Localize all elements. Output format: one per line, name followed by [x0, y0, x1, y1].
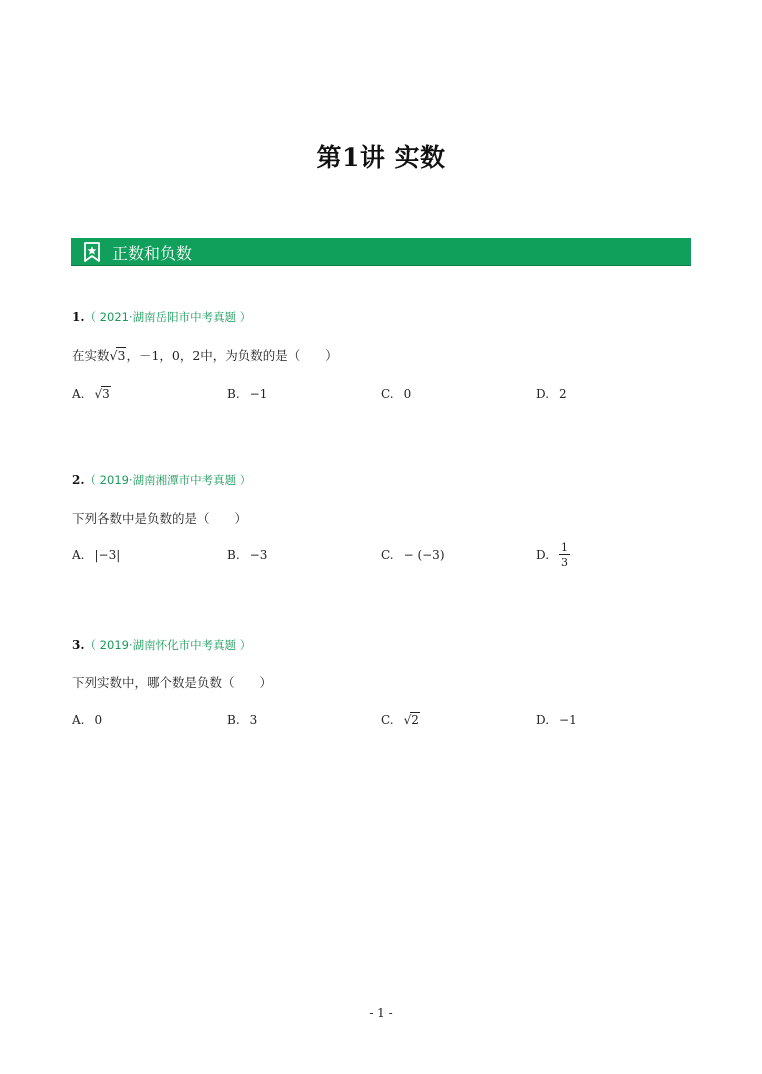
- option-d[interactable]: D. 2: [536, 387, 567, 401]
- question-2-header: [72, 472, 251, 488]
- question-source: （ 2019·湖南怀化市中考真题 ）: [84, 638, 252, 652]
- question-number: 2.: [72, 473, 85, 487]
- section-title: 正数和负数: [112, 244, 193, 263]
- option-c[interactable]: C. √2: [381, 713, 419, 727]
- page-number: - 1 -: [369, 1006, 393, 1020]
- option-b[interactable]: B. −3: [227, 548, 268, 562]
- option-a[interactable]: A. 0: [72, 713, 103, 727]
- question-source: （ 2019·湖南湘潭市中考真题 ）: [84, 473, 252, 487]
- page-title: 第1讲 实数: [316, 143, 446, 172]
- question-1-header: [72, 309, 251, 325]
- question-source: （ 2021·湖南岳阳市中考真题 ）: [84, 310, 252, 324]
- question-number: 1.: [72, 310, 85, 324]
- sqrt-expression: √3: [94, 387, 110, 401]
- question-3-header: [72, 637, 251, 653]
- option-a[interactable]: A. √3: [72, 387, 110, 401]
- question-number: 3.: [72, 638, 85, 652]
- option-c[interactable]: C. 0: [381, 387, 412, 401]
- sqrt-expression: √3: [109, 348, 126, 363]
- bookmark-star-icon: [83, 242, 101, 262]
- option-a[interactable]: A. |−3|: [72, 548, 121, 562]
- question-2-stem: 下列各数中是负数的是（ ）: [72, 511, 248, 526]
- option-d[interactable]: D. −1: [536, 713, 577, 727]
- fraction: $\frac{1}{3}$: [561, 541, 569, 569]
- sqrt-expression: √2: [403, 713, 419, 727]
- option-c[interactable]: C. − (−3): [381, 548, 445, 562]
- question-1-stem: 在实数√3，－1，0，2中，为负数的是（ ）: [72, 348, 338, 363]
- question-3-stem: 下列实数中，哪个数是负数（ ）: [72, 675, 273, 690]
- option-d[interactable]: D. $\frac{1}{3}$: [536, 541, 569, 569]
- option-b[interactable]: B. 3: [227, 713, 258, 727]
- section-header: [71, 238, 691, 266]
- option-b[interactable]: B. −1: [227, 387, 268, 401]
